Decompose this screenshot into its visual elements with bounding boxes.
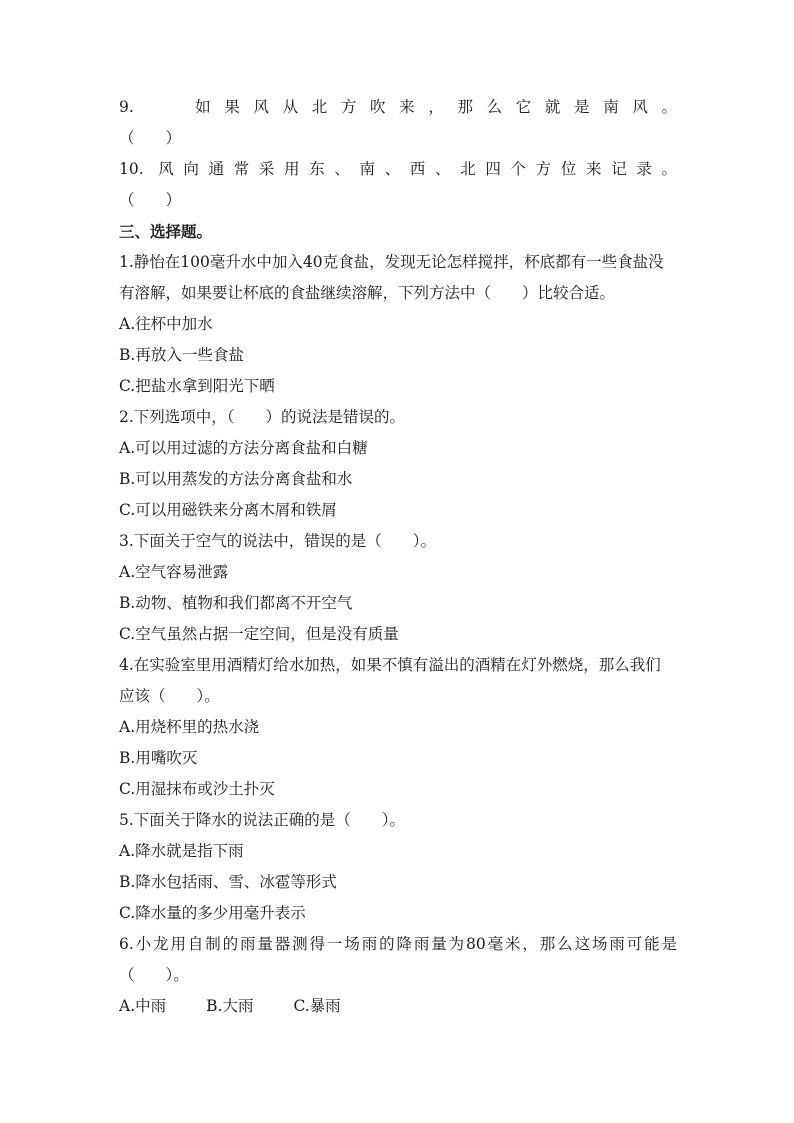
question-10-text: 10. 风向通常采用东、南、西、北四个方位来记录。 bbox=[119, 160, 677, 178]
choice-1-option-b: B.再放入一些食盐 bbox=[119, 346, 244, 364]
choice-2-option-a: A.可以用过滤的方法分离食盐和白糖 bbox=[119, 439, 368, 457]
choice-4-option-b: B.用嘴吹灭 bbox=[119, 749, 198, 767]
choice-5-option-b: B.降水包括雨、雪、冰雹等形式 bbox=[119, 873, 337, 891]
choice-6-options-row bbox=[119, 991, 677, 1022]
choice-1-option-c: C.把盐水拿到阳光下晒 bbox=[119, 377, 275, 395]
choice-2-option-c: C.可以用磁铁来分离木屑和铁屑 bbox=[119, 501, 337, 519]
choice-5-option-c: C.降水量的多少用毫升表示 bbox=[119, 904, 306, 922]
choice-4-stem-line-1: 4.在实验室里用酒精灯给水加热，如果不慎有溢出的酒精在灯外燃烧，那么我们 bbox=[119, 656, 661, 674]
choice-4-stem-line-2: 应该（ ）。 bbox=[119, 687, 220, 705]
choice-6-option-b: B.大雨 bbox=[206, 997, 254, 1015]
question-9-answer-blank: （ ） bbox=[119, 129, 182, 147]
choice-3-option-c: C.空气虽然占据一定空间，但是没有质量 bbox=[119, 625, 399, 643]
question-9-text: 9. 如果风从北方吹来，那么它就是南风。 bbox=[119, 98, 677, 116]
choice-1-stem-line-1: 1.静怡在100毫升水中加入40克食盐，发现无论怎样搅拌，杯底都有一些食盐没 bbox=[119, 253, 664, 271]
choice-2-stem: 2.下列选项中，（ ）的说法是错误的。 bbox=[119, 408, 406, 426]
choice-5-stem: 5.下面关于降水的说法正确的是（ ）。 bbox=[119, 811, 406, 829]
page-content bbox=[119, 92, 677, 1022]
choice-3-option-a: A.空气容易泄露 bbox=[119, 563, 229, 581]
choice-3-stem: 3.下面关于空气的说法中，错误的是（ ）。 bbox=[119, 532, 437, 550]
choice-5-option-a: A.降水就是指下雨 bbox=[119, 842, 244, 860]
choice-6-stem-line-1: 6.小龙用自制的雨量器测得一场雨的降雨量为80毫米，那么这场雨可能是 bbox=[119, 935, 677, 953]
choice-6-option-c: C.暴雨 bbox=[293, 997, 341, 1015]
choice-3-option-b: B.动物、植物和我们都离不开空气 bbox=[119, 594, 353, 612]
question-10-answer-blank: （ ） bbox=[119, 191, 182, 209]
choice-6-stem-line-2: （ ）。 bbox=[119, 966, 189, 984]
choice-6-option-a: A.中雨 bbox=[119, 997, 167, 1015]
choice-1-option-a: A.往杯中加水 bbox=[119, 315, 213, 333]
choice-1-stem-line-2: 有溶解，如果要让杯底的食盐继续溶解，下列方法中（ ）比较合适。 bbox=[119, 284, 616, 302]
choice-2-option-b: B.可以用蒸发的方法分离食盐和水 bbox=[119, 470, 353, 488]
section-title: 三、选择题。 bbox=[119, 222, 213, 241]
choice-4-option-a: A.用烧杯里的热水浇 bbox=[119, 718, 260, 736]
choice-4-option-c: C.用湿抹布或沙土扑灭 bbox=[119, 780, 275, 798]
